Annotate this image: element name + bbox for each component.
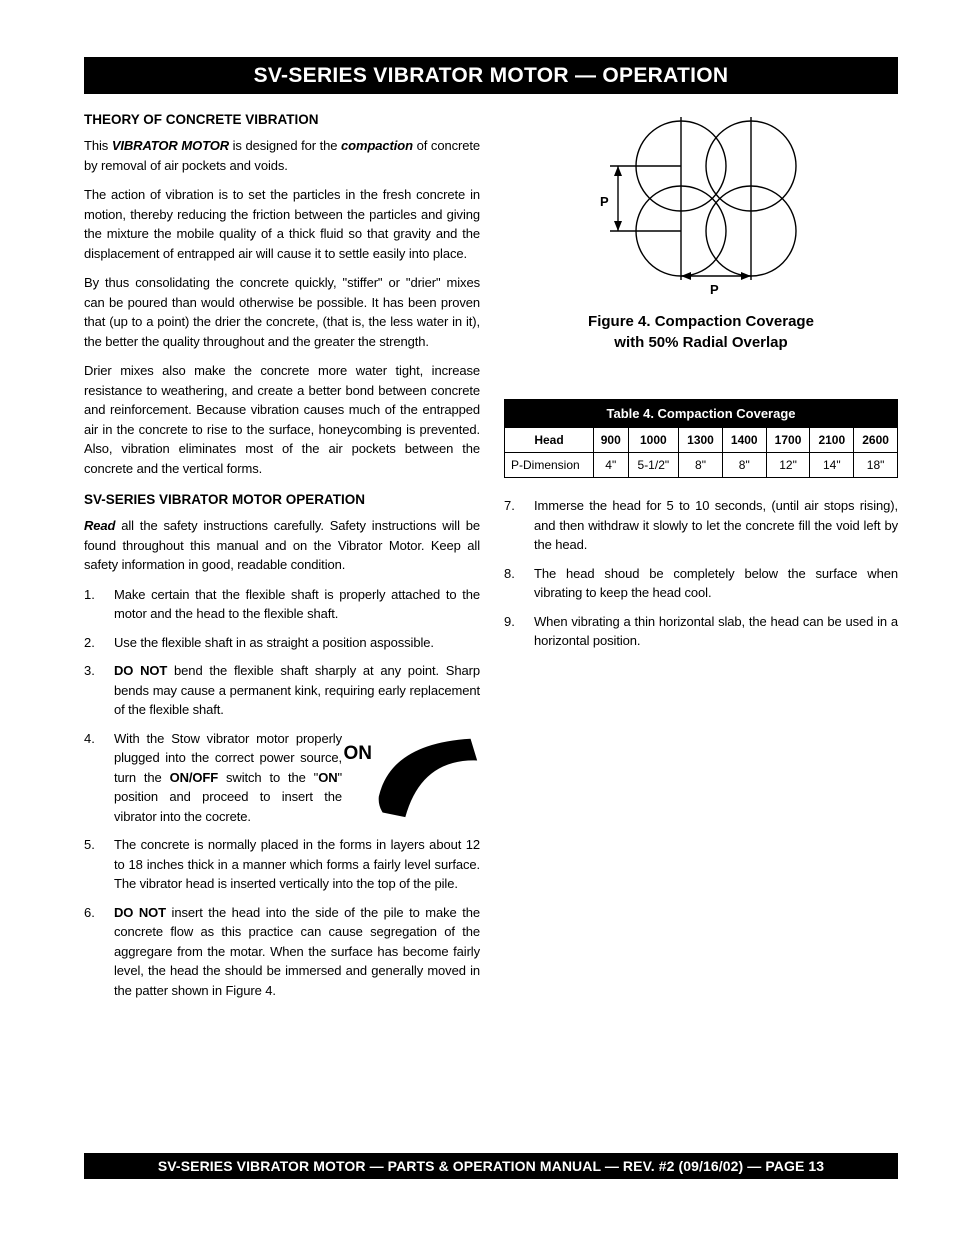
left-column (84, 110, 480, 1009)
list-item-with-graphic (114, 729, 480, 827)
paragraph-intro (84, 136, 480, 175)
list-number: 7. (504, 498, 515, 513)
list-item-8 (504, 564, 898, 603)
page-content (84, 110, 898, 1009)
figure-caption-line2: with 50% Radial Overlap (614, 334, 788, 351)
list-number: 8. (504, 565, 515, 581)
col-header-head: Head (505, 428, 594, 453)
text-run: The concrete is normally placed in the forms in layers about 12 to 18 inches thick in a manner which forms a fairly level surface. The vibrator head is inserted vertically into the top of the pile. (114, 837, 480, 891)
list-item-4 (84, 729, 480, 827)
table-title-row (505, 400, 898, 428)
list-item-2 (84, 633, 480, 653)
col-header-1300: 1300 (679, 428, 723, 453)
cell-value: 5-1/2" (628, 453, 679, 478)
figure-caption-line1: Figure 4. Compaction Coverage (588, 313, 814, 330)
text-run: This (84, 138, 112, 153)
on-switch-label: ON (343, 742, 372, 764)
text-run: " position and proceed to insert the vibrator into the cocrete. (114, 769, 343, 824)
list-item-text (114, 835, 480, 894)
text-run-bold: ON/OFF (169, 769, 219, 785)
list-number: 2. (84, 634, 95, 650)
right-column (504, 110, 898, 660)
on-switch-graphic (342, 729, 480, 827)
text-run-emphasis: compaction (341, 138, 413, 153)
text-run: The head shoud be completely below the surface when vibrating to keep the head cool. (534, 565, 898, 600)
figure-caption (504, 311, 898, 353)
text-run: When vibrating a thin horizontal slab, the head can be used in a horizontal position. (534, 613, 898, 648)
text-run: bend the flexible shaft sharply at any point. Sharp bends may cause a permanent kink, requiring early replacement of the flexible shaft. (114, 663, 481, 717)
page-header-bar (84, 57, 898, 94)
page-footer-bar (84, 1153, 898, 1179)
col-header-1700: 1700 (766, 428, 810, 453)
paragraph-drier-mixes: Drier mixes also make the concrete more water tight, increase resistance to weathering, and create a better bond between concrete and reinforcement. Because vibration causes much of the entrapped air in the concrete to rise to the surface, honeycombing is prevented. Also, vibration eliminates most of the air pockets between the concrete and the vertical forms. (84, 363, 480, 476)
list-item-5 (84, 835, 480, 894)
col-header-900: 900 (594, 428, 629, 453)
text-run-bold: DO NOT (114, 663, 168, 678)
text-run: of concrete by removal of air pockets and voids. (84, 138, 480, 173)
dimension-label-p-bottom: P (710, 282, 719, 297)
list-item-text (114, 661, 480, 720)
paragraph-vibration-action: The action of vibration is to set the particles in the fresh concrete in motion, thereby reducing the friction between the particles and giving the mixture the mobile quality of a thick fluid so that gravity and the displacement of entrapped air will cause it to settle easily into place. (84, 187, 480, 261)
compaction-coverage-diagram (566, 114, 836, 299)
list-item-text (534, 496, 898, 555)
col-header-1400: 1400 (722, 428, 766, 453)
text-run: Immerse the head for 5 to 10 seconds, (until air stops rising), and then withdraw it slowly to let the concrete fill the void left by the head. (534, 498, 898, 552)
list-number: 1. (84, 586, 95, 602)
list-item-text (114, 903, 480, 1001)
text-run-bold: ON (318, 769, 338, 785)
list-number: 4. (84, 730, 95, 746)
dimension-label-p-left: P (600, 194, 609, 209)
list-number: 5. (84, 837, 95, 852)
text-run-emphasis: Read (84, 518, 116, 533)
list-item-9 (504, 612, 898, 651)
text-run: insert the head into the side of the pile to make the concrete flow as this practice can cause segregation of the aggregare from the motar. When the surface has become fairly level, the head the should be immersed and generally moved in the patter shown in Figure 4. (114, 904, 480, 998)
list-number: 3. (84, 663, 95, 678)
text-run: Make certain that the flexible shaft is properly attached to the motor and the head to the flexible shaft. (114, 586, 480, 621)
footer-text: SV-SERIES VIBRATOR MOTOR — PARTS & OPERATION MANUAL — REV. #2 (09/16/02) — PAGE 13 (157, 1158, 825, 1174)
section-heading-theory: THEORY OF CONCRETE VIBRATION (84, 112, 319, 127)
paragraph-read-safety (84, 516, 480, 575)
col-header-2600: 2600 (854, 428, 898, 453)
list-item-1 (84, 585, 480, 624)
cell-value: 12" (766, 453, 810, 478)
cell-value: 14" (810, 453, 854, 478)
table-header-row (505, 428, 898, 453)
page-title: SV-SERIES VIBRATOR MOTOR — OPERATION (253, 63, 729, 87)
col-header-1000: 1000 (628, 428, 679, 453)
list-item-6 (84, 903, 480, 1001)
cell-value: 8" (722, 453, 766, 478)
right-step-list (504, 496, 898, 651)
list-item-text (114, 585, 480, 624)
list-item-7 (504, 496, 898, 555)
list-item-text (534, 564, 898, 603)
col-header-2100: 2100 (810, 428, 854, 453)
text-run: switch to the " (218, 769, 319, 785)
cell-value: 8" (679, 453, 723, 478)
cell-row-label: P-Dimension (505, 453, 594, 478)
table-title: Table 4. Compaction Coverage (505, 400, 898, 428)
text-run-emphasis: VIBRATOR MOTOR (111, 138, 229, 153)
list-number: 6. (84, 904, 95, 920)
cell-value: 4" (594, 453, 629, 478)
section-heading-operation: SV-SERIES VIBRATOR MOTOR OPERATION (84, 492, 366, 507)
figure-compaction-coverage (504, 114, 898, 299)
list-number: 9. (504, 613, 515, 629)
text-run: Use the flexible shaft in as straight a position aspossible. (114, 634, 434, 650)
text-run: all the safety instructions carefully. Safety instructions will be found throughout this manual and on the Vibrator Motor. Keep all safety information in good, readable condition. (84, 518, 480, 572)
list-item-3 (84, 661, 480, 720)
cell-value: 18" (854, 453, 898, 478)
list-item-text (534, 612, 898, 651)
paragraph-consolidating: By thus consolidating the concrete quickly, "stiffer" or "drier" mixes can be poured than would otherwise be possible. It has been proven that (up to a point) the drier the concrete, (that is, the less water in it), the better the quality throughout and the greater the strength. (84, 275, 480, 349)
rocker-switch-icon (376, 731, 480, 823)
text-run-bold: DO NOT (114, 904, 166, 920)
compaction-coverage-table (504, 399, 898, 478)
text-run: With the Stow vibrator motor properly plugged into the correct power source, turn the (114, 730, 342, 785)
list-item-text (114, 729, 342, 827)
table-row-p-dimension (505, 453, 898, 478)
list-item-text (114, 633, 480, 653)
text-run: is designed for the (229, 138, 342, 153)
